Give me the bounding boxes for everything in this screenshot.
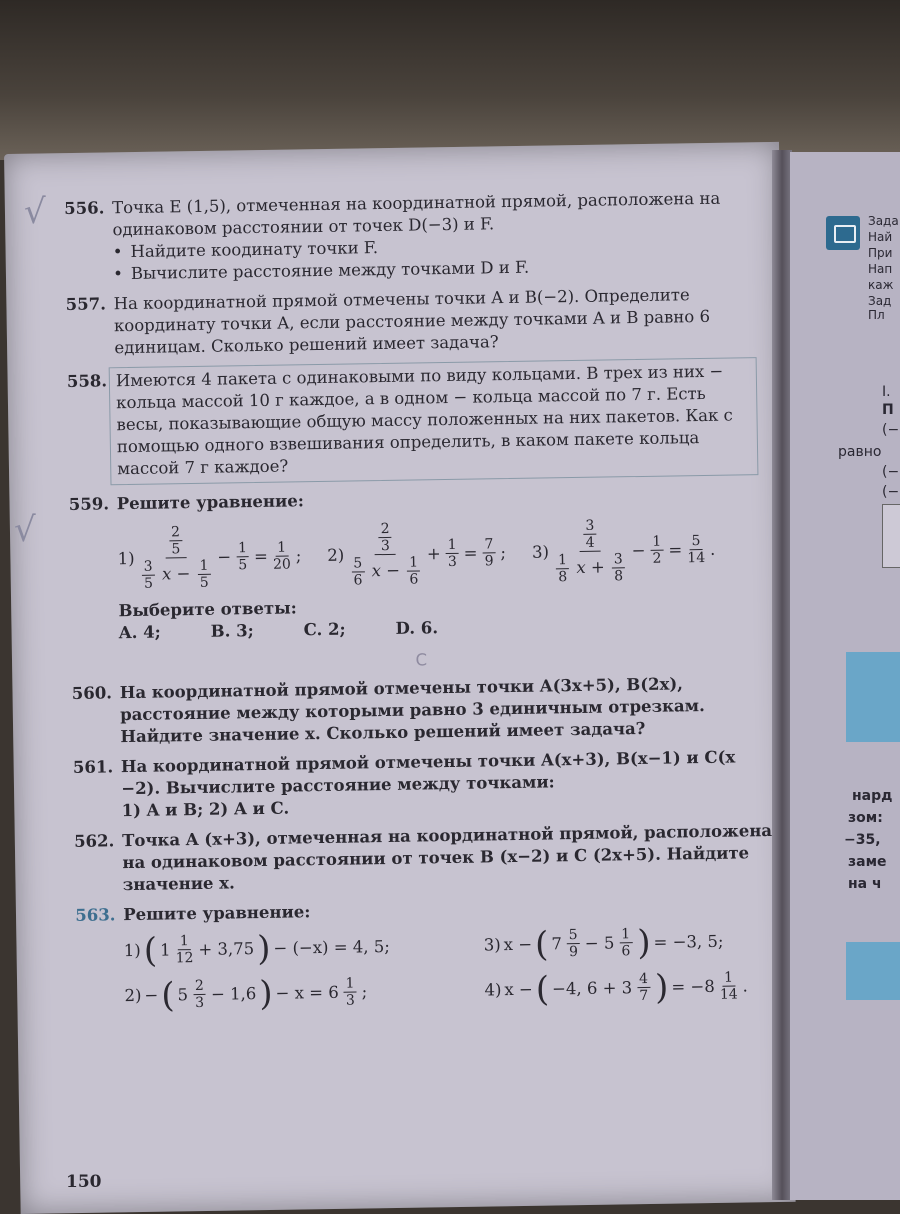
equation-label: 3) <box>483 934 501 954</box>
equation-label: 1) <box>123 940 141 960</box>
fraction-numerator: 1 <box>407 554 420 571</box>
punctuation: ; <box>361 981 368 1001</box>
equation-label: 1) <box>117 548 135 568</box>
fraction-numerator: 2 <box>193 978 206 995</box>
fraction-numerator: 1 <box>619 926 632 943</box>
problem-560 <box>72 672 773 749</box>
variable-x: x <box>576 557 586 577</box>
equation-1 <box>117 522 302 592</box>
fraction-numerator: 3 <box>142 559 155 576</box>
expression-part: x − <box>503 934 533 954</box>
mixed-whole: 7 <box>551 933 563 953</box>
operator: + <box>426 543 441 563</box>
right-text-line: на ч <box>848 876 882 892</box>
problem-number: 562. <box>73 831 115 851</box>
right-text-line: (− <box>882 464 900 480</box>
fraction-denominator: 5 <box>171 541 181 558</box>
fraction-denominator: 14 <box>687 549 706 567</box>
answer-option: A. 4; <box>118 622 161 643</box>
right-text-line: зом: <box>848 810 883 826</box>
equation-4: 4) x − ( −4, 6 + 3 $\frac{4}{7}$ ) = −8 $\frac{1}{14}$ . <box>484 967 748 1010</box>
fraction-denominator: 5 <box>199 574 209 591</box>
problem-557 <box>66 283 767 360</box>
section-letter: C <box>415 650 428 670</box>
punctuation: ; <box>500 542 507 562</box>
expression-part: −4, 6 + 3 <box>551 977 633 998</box>
problem-number: 557. <box>65 294 107 314</box>
fraction-denominator: 12 <box>175 950 194 967</box>
problem-text: Точка A (x+3), отмеченная на координатной прямой, расположена на одинаковом расстоянии от точек B (x−2) и C (2x+5). Найдите значение x. <box>121 820 773 895</box>
right-text-line: равно <box>838 444 882 460</box>
right-text-line: Нап <box>868 262 893 276</box>
fraction-numerator: 3 <box>583 518 596 535</box>
right-text-line: заме <box>848 854 887 870</box>
equation-row <box>124 967 776 1016</box>
operator: − <box>217 546 232 567</box>
problem-bullet: • Вычислите расстояние между точками D и F. <box>113 253 765 285</box>
punctuation: . <box>709 539 716 559</box>
fraction-numerator: 2 <box>169 524 182 541</box>
fraction-numerator: 1 <box>556 552 569 569</box>
fraction-numerator: 7 <box>482 536 495 553</box>
fraction-denominator: 6 <box>621 943 631 960</box>
operator: − <box>631 540 646 560</box>
problem-number: 559. <box>68 494 110 514</box>
problem-bullet: • Найдите коодинату точки F. <box>113 231 765 263</box>
equation-label: 2) <box>124 985 142 1005</box>
fraction-numerator: 1 <box>343 976 356 993</box>
book-spine <box>772 150 792 1200</box>
boxed-problem-text: Имеются 4 пакета с одинаковыми по виду кольцами. В трех из них − кольца массой 10 г каждое, а в одном − кольца массой по 7 г. Есть весы, показывающие общую массу положенных на них пакетов. Как с помощью одного взвешивания определить, в каком пакете кольца массой 7 г каждое? <box>109 357 759 485</box>
fraction-numerator: 4 <box>637 971 650 988</box>
problem-563 <box>75 894 777 1016</box>
complex-fraction <box>349 520 423 588</box>
punctuation: ; <box>295 545 302 565</box>
fraction-denominator: 3 <box>447 553 457 571</box>
equation-3: 3) x − ( 7 $\frac{5}{9}$ − 5 $\frac{1}{6}$ ) = −3, 5; <box>483 922 724 965</box>
expression-part: + 3,75 <box>198 938 255 959</box>
fraction-numerator: 1 <box>650 534 663 551</box>
fraction-denominator: 4 <box>585 534 595 551</box>
answer-option: D. 6. <box>395 618 439 638</box>
equals-sign: = <box>253 546 269 566</box>
background-fabric <box>0 0 900 160</box>
expression-part: − x = 6 <box>275 982 339 1003</box>
right-text-line: нард <box>852 788 893 804</box>
complex-fraction <box>553 517 627 585</box>
right-blue-block <box>846 942 900 1000</box>
fraction-numerator: 5 <box>567 927 580 944</box>
fraction-denominator: 20 <box>272 556 291 573</box>
expression-part: = −3, 5; <box>653 931 724 952</box>
mixed-whole: 5 <box>177 984 189 1004</box>
fraction-denominator: 5 <box>143 575 154 592</box>
fraction-denominator: 5 <box>238 557 248 574</box>
equation-2 <box>327 519 507 589</box>
fraction-denominator: 8 <box>558 569 568 586</box>
right-text-line: (− <box>882 422 900 438</box>
fraction-numerator: 1 <box>236 540 249 557</box>
expression-part: x − <box>504 979 533 999</box>
problem-561 <box>73 746 774 823</box>
problem-title: Решите уравнение: <box>116 491 305 514</box>
right-text-line: Зад <box>868 294 892 308</box>
fraction-denominator: 3 <box>380 537 391 555</box>
equals-sign: = <box>668 539 683 560</box>
equation-label: 3) <box>531 541 550 562</box>
problem-text: На координатной прямой отмечены точки A и B(−2). Определите координату точки A, если расстояние между точками A и B равно 6 единицам. Сколько решений имеет задача? <box>113 285 711 358</box>
problem-text: Точка E (1,5), отмеченная на координатной прямой, расположена на одинаковом расстоянии от точек D(−3) и F. <box>112 188 721 240</box>
problem-number: 558. <box>66 371 108 391</box>
fraction-denominator: 3 <box>345 992 355 1009</box>
expression-part: − <box>144 985 159 1005</box>
pencil-check-mark: √ <box>24 192 46 232</box>
equation-row <box>123 922 776 971</box>
problem-title: Решите уравнение: <box>123 902 311 925</box>
variable-x: x <box>161 564 172 584</box>
right-text-line: При <box>868 246 893 260</box>
fraction-numerator: 3 <box>612 551 625 568</box>
fraction-denominator: 8 <box>614 568 624 585</box>
mixed-whole: 1 <box>159 939 171 960</box>
fraction-denominator: 9 <box>484 553 494 570</box>
fraction-numerator: 5 <box>689 533 702 550</box>
book-icon <box>826 216 860 250</box>
problem-subtasks: 1) A и B; 2) A и C. <box>121 798 290 821</box>
problem-559 <box>69 483 771 645</box>
fraction-numerator: 1 <box>197 558 210 575</box>
right-text-line: Зада <box>868 214 899 228</box>
equation-3 <box>531 516 715 586</box>
fraction-denominator: 6 <box>409 571 419 588</box>
right-text-line: I. <box>882 384 891 400</box>
problem-556 <box>64 187 765 286</box>
operator: + <box>590 557 605 577</box>
problem-562 <box>74 820 775 897</box>
fraction-denominator: 9 <box>568 944 579 961</box>
fraction-numerator: 2 <box>379 521 392 538</box>
equation-1: 1) ( 1 $\frac{1}{12}$ + 3,75 ) − (−x) = 4, 5; <box>123 928 390 971</box>
expression-part: − 1,6 <box>210 983 257 1004</box>
problem-number: 560. <box>71 683 113 703</box>
expression-part: − (−x) = 4, 5; <box>273 936 390 958</box>
equation-label: 2) <box>327 545 345 565</box>
right-text-line: П <box>882 402 894 418</box>
right-text-line: (− <box>882 484 900 500</box>
fraction-numerator: 1 <box>178 933 191 950</box>
right-text-line: Пл <box>868 308 885 322</box>
fraction-denominator: 3 <box>195 994 205 1012</box>
expression-part: = −8 <box>671 976 715 997</box>
equation-row <box>117 515 770 592</box>
fraction-denominator: 2 <box>652 550 662 567</box>
equation-label: 4) <box>484 979 502 999</box>
page-number: 150 <box>66 1172 102 1192</box>
problem-558 <box>67 357 769 486</box>
problem-text: На координатной прямой отмечены точки A(3x+5), B(2x), расстояние между которыми равно 3 единичным отрезкам. Найдите значение x. Сколько решений имеет задача? <box>119 674 705 747</box>
problem-text: На координатной прямой отмечены точки A(x+3), B(x−1) и C(x −2). Вычислите расстояние между точками: <box>120 747 736 799</box>
answer-option: B. 3; <box>210 621 254 641</box>
fraction-numerator: 1 <box>446 537 459 554</box>
problem-number: 561. <box>72 757 114 777</box>
problem-number: 556. <box>64 198 105 218</box>
right-blue-block <box>846 652 900 742</box>
right-page <box>790 152 900 1200</box>
pencil-check-mark: √ <box>14 510 36 550</box>
expression-part: − 5 <box>584 932 615 953</box>
variable-x: x <box>371 561 382 581</box>
fraction-numerator: 1 <box>275 540 288 557</box>
choose-answers-label: Выберите ответы: <box>118 598 297 621</box>
equation-2: 2) − ( 5 $\frac{2}{3}$ − 1,6 ) − x = 6 $\frac{1}{3}$ ; <box>124 973 368 1016</box>
equals-sign: = <box>463 543 478 563</box>
page-content <box>64 187 777 1021</box>
fraction-numerator: 5 <box>351 555 364 572</box>
complex-fraction <box>139 524 213 592</box>
fraction-numerator: 1 <box>722 970 735 987</box>
right-text-line: −35, <box>844 832 881 848</box>
right-text-line: Най <box>868 230 893 244</box>
answer-option: C. 2; <box>303 619 346 640</box>
operator: − <box>386 560 401 580</box>
right-frame <box>882 504 900 568</box>
punctuation: . <box>742 975 748 995</box>
operator: − <box>176 564 191 584</box>
problem-number: 563. <box>75 905 116 925</box>
fraction-denominator: 14 <box>719 986 738 1003</box>
fraction-denominator: 7 <box>639 987 649 1005</box>
fraction-denominator: 6 <box>353 572 363 589</box>
right-text-line: каж <box>868 278 894 292</box>
